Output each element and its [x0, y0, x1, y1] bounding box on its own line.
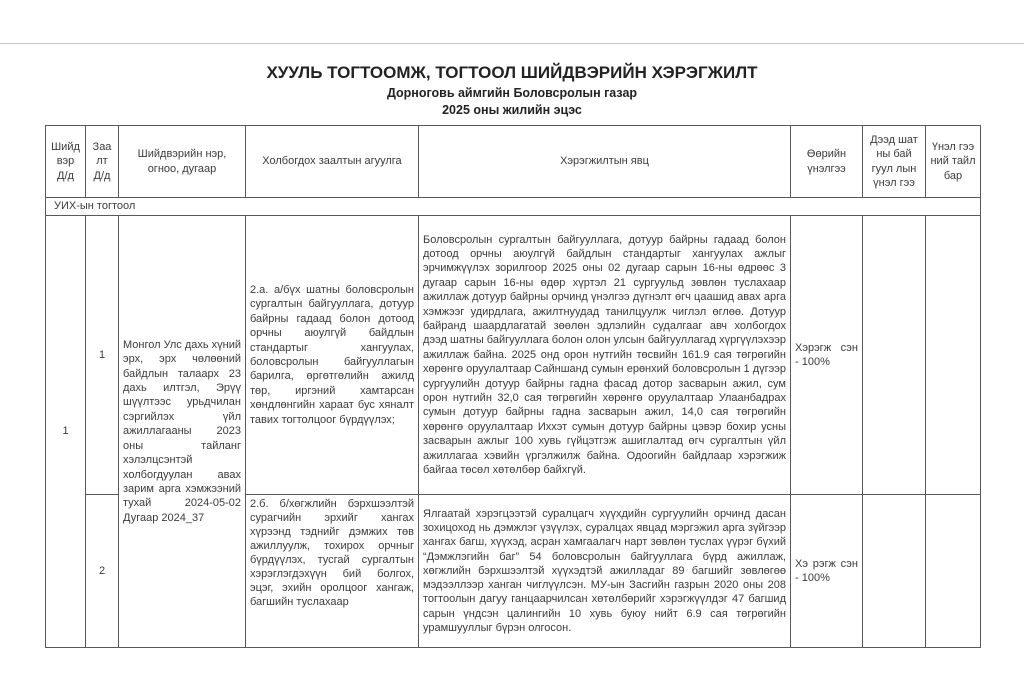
column-header-decision-no: Шийд вэр Д/д [46, 126, 86, 198]
document-title: ХУУЛЬ ТОГТООМЖ, ТОГТООЛ ШИЙДВЭРИЙН ХЭРЭГЖИЛТ [266, 63, 758, 82]
table-row [46, 216, 981, 495]
cell-progress: Ялгаатай хэрэгцээтэй суралцагч хүүхдийн сургуулийн орчинд дасан зохицоход нь дэмжлэг үзүүлэх, суралцах явцад мэргэжил арга зүйгээр хангах багш, хүүхэд, асран хамгаалагч нарт зөвлөн туслах үүрэг бүхий “Дэмжлэгийн баг” 54 боловсролын байгууллага бүрд ажиллаж, хөгжлийн бэрхшээлтэй хүүхэдтэй ажилладаг 89 багшийг зөвлөгөө мэдээллээр ханган чиглүүлсэн. МУ-ын Засгийн газрын 2020 оны 208 тогтоолын дагуу ганцаарчилсан хөтөлбөрийг хэрэгжүүлдэг 47 багшид сарын үндсэн цалингийн 10 хувь буюу нийт 6.9 сая төгрөгийн урамшууллыг бүрэн олгосон. [419, 495, 791, 648]
cell-self-assessment: Хэ рэгж сэн - 100% [791, 495, 863, 648]
page-top-rule [0, 43, 1024, 44]
cell-superior-assessment [863, 495, 926, 648]
cell-decision-name: Монгол Улс дахь хүний эрх, эрх чөлөөний байдлын талаарх 23 дахь илтгэл, Эрүү шүүлтээс урьдчилан сэргийлэх үйл ажиллагааны 2023 оны тайланг хэлэлцсэнтэй холбогдуулан авах зарим арга хэмжээний тухай 2024-05-02 Дугаар 2024_37 [119, 216, 246, 648]
column-header-progress: Хэрэгжилтын явц [419, 126, 791, 198]
cell-assessment-note [926, 216, 981, 495]
table-header-row [46, 126, 981, 198]
column-header-assessment-note: Үнэл гээ ний тайл бар [926, 126, 981, 198]
section-row [46, 198, 981, 216]
cell-clause-no: 1 [86, 216, 119, 495]
column-header-clause-no: Заалт Д/д [86, 126, 119, 198]
column-header-self-assessment: Өөрийн үнэлгээ [791, 126, 863, 198]
column-header-clause-content: Холбогдох заалтын агуулга [246, 126, 419, 198]
cell-clause-no: 2 [86, 495, 119, 648]
cell-decision-no: 1 [46, 216, 86, 648]
document-subtitle-period: 2025 оны жилийн эцэс [442, 103, 582, 117]
document-subtitle-organization: Дорноговь аймгийн Боловсролын газар [386, 86, 638, 100]
cell-assessment-note [926, 495, 981, 648]
cell-progress: Боловсролын сургалтын байгууллага, дотуур байрны гадаад болон дотоод орчны аюулгүй байдлын стандартыг хангуулах ажлыг эрчимжүүлэх зорилгоор 2025 оны 02 дугаар сарын 16-ны өдрөөс 3 дугаар сарын 16-ны өдөр хүртэл 21 сургуульд зөвлөн туслахаар ажиллаж дотуур байрны орчинд үнэлгээ дүгнэлт өгч цаашид авах арга хэмжээг удирдлага, ажилтнуудад танилцуулж чиглэл өглөө. Дотуур байранд шаардлагатай зөөлөн эдлэлийн судалгааг авч холбогдох дээд шатны байгууллага болон олон улсын байгууллагад хүргүүлэхээр ажиллаж байна. 2025 онд орон нутгийн төсвийн 161.9 сая төгрөгийн хөрөнгө оруулалтаар Сайншанд сумын ерөнхий боловсролын 1 дүгээр сургуулийн дотуур байрны гадна фасад дотор засварын ажил, сум орон нутгийн 32,0 сая төгрөгийн хөрөнгө оруулалтаар Улаанбадрах сумын дотуур байрны гадна засварын ажил, 14,0 сая төгрөгийн хөрөнгө оруулалтаар Иххэт сумын дотуур байрны цэвэр бохир усны засварын ажлыг 100 хувь гүйцэтгэж ашиглалтад өгч сургалтын үйл ажиллагаа хэвийн үргэлжилж байна. Одоогийн байдлаар хэрэгжиж байгаа төсөл хөтөлбөр байхгүй. [419, 216, 791, 495]
section-title: УИХ-ын тогтоол [46, 198, 981, 216]
cell-clause-content: 2.а. а/бүх шатны боловсролын сургалтын байгууллага, дотуур байрны гадаад болон дотоод орчны аюулгүй байдлын стандартыг хангуулах, боловсролын байгууллагын барилга, өргөтгөлийн ажилд төр, иргэний хамтарсан хөндлөнгийн хараат бус хяналт тавих тогтолцоог бүрдүүлэх; [246, 216, 419, 495]
column-header-decision-name: Шийдвэрийн нэр, огноо, дугаар [119, 126, 246, 198]
cell-self-assessment: Хэрэгж сэн - 100% [791, 216, 863, 495]
column-header-superior-assessment: Дээд шат ны бай гуул лын үнэл гээ [863, 126, 926, 198]
cell-superior-assessment [863, 216, 926, 495]
implementation-table [45, 125, 981, 648]
cell-clause-content: 2.б. б/хөгжлийн бэрхшээлтэй сурагчийн эрхийг хангах хүрээнд тэднийг дэмжих төв ажиллуулж, тохирох орчныг бүрдүүлэх, тусгай сургалтын хэрэглэгдэхүүн бий болгох, эцэг, эхийн оролцоог хангаж, багшийн туслахаар [246, 495, 419, 648]
